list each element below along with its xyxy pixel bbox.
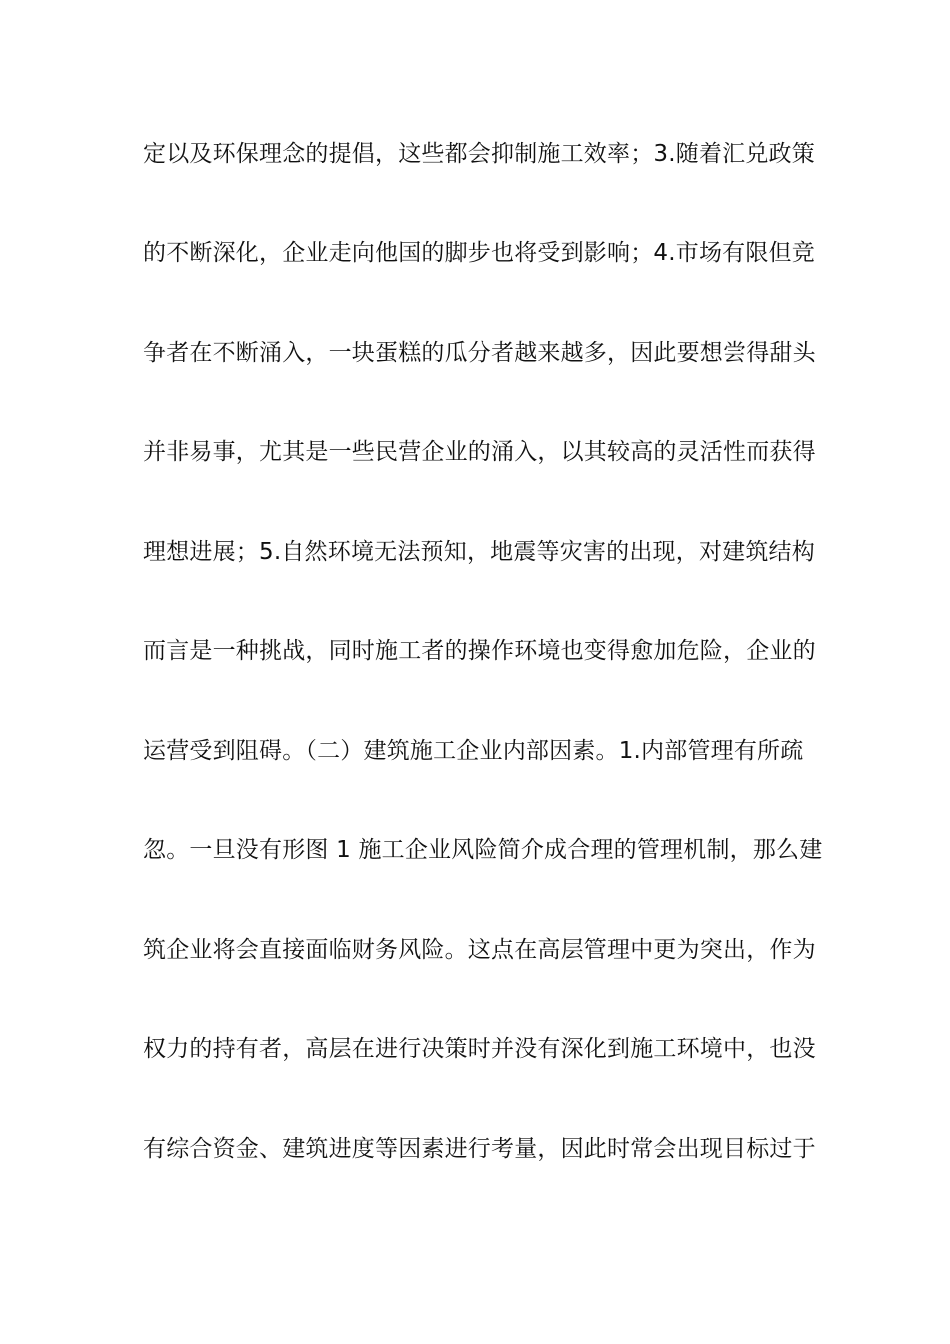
text-line: 争者在不断涌入，一块蛋糕的瓜分者越来越多，因此要想尝得甜头 [143,340,816,366]
text-line: 筑企业将会直接面临财务风险。这点在高层管理中更为突出，作为 [143,937,816,963]
text-line: 权力的持有者，高层在进行决策时并没有深化到施工环境中，也没 [143,1036,816,1062]
text-line: 并非易事，尤其是一些民营企业的涌入，以其较高的灵活性而获得 [143,439,816,465]
text-line: 而言是一种挑战，同时施工者的操作环境也变得愈加危险，企业的 [143,638,816,664]
text-line: 理想进展；5.自然环境无法预知，地震等灾害的出现，对建筑结构 [143,539,815,565]
text-line: 的不断深化，企业走向他国的脚步也将受到影响；4.市场有限但竞 [143,240,815,266]
text-line: 忽。一旦没有形图 1 施工企业风险简介成合理的管理机制，那么建 [143,837,823,863]
text-line: 有综合资金、建筑进度等因素进行考量，因此时常会出现目标过于 [143,1136,816,1162]
text-line: 运营受到阻碍。（二）建筑施工企业内部因素。1.内部管理有所疏 [143,738,804,764]
text-line: 定以及环保理念的提倡，这些都会抑制施工效率；3.随着汇兑政策 [143,141,815,167]
